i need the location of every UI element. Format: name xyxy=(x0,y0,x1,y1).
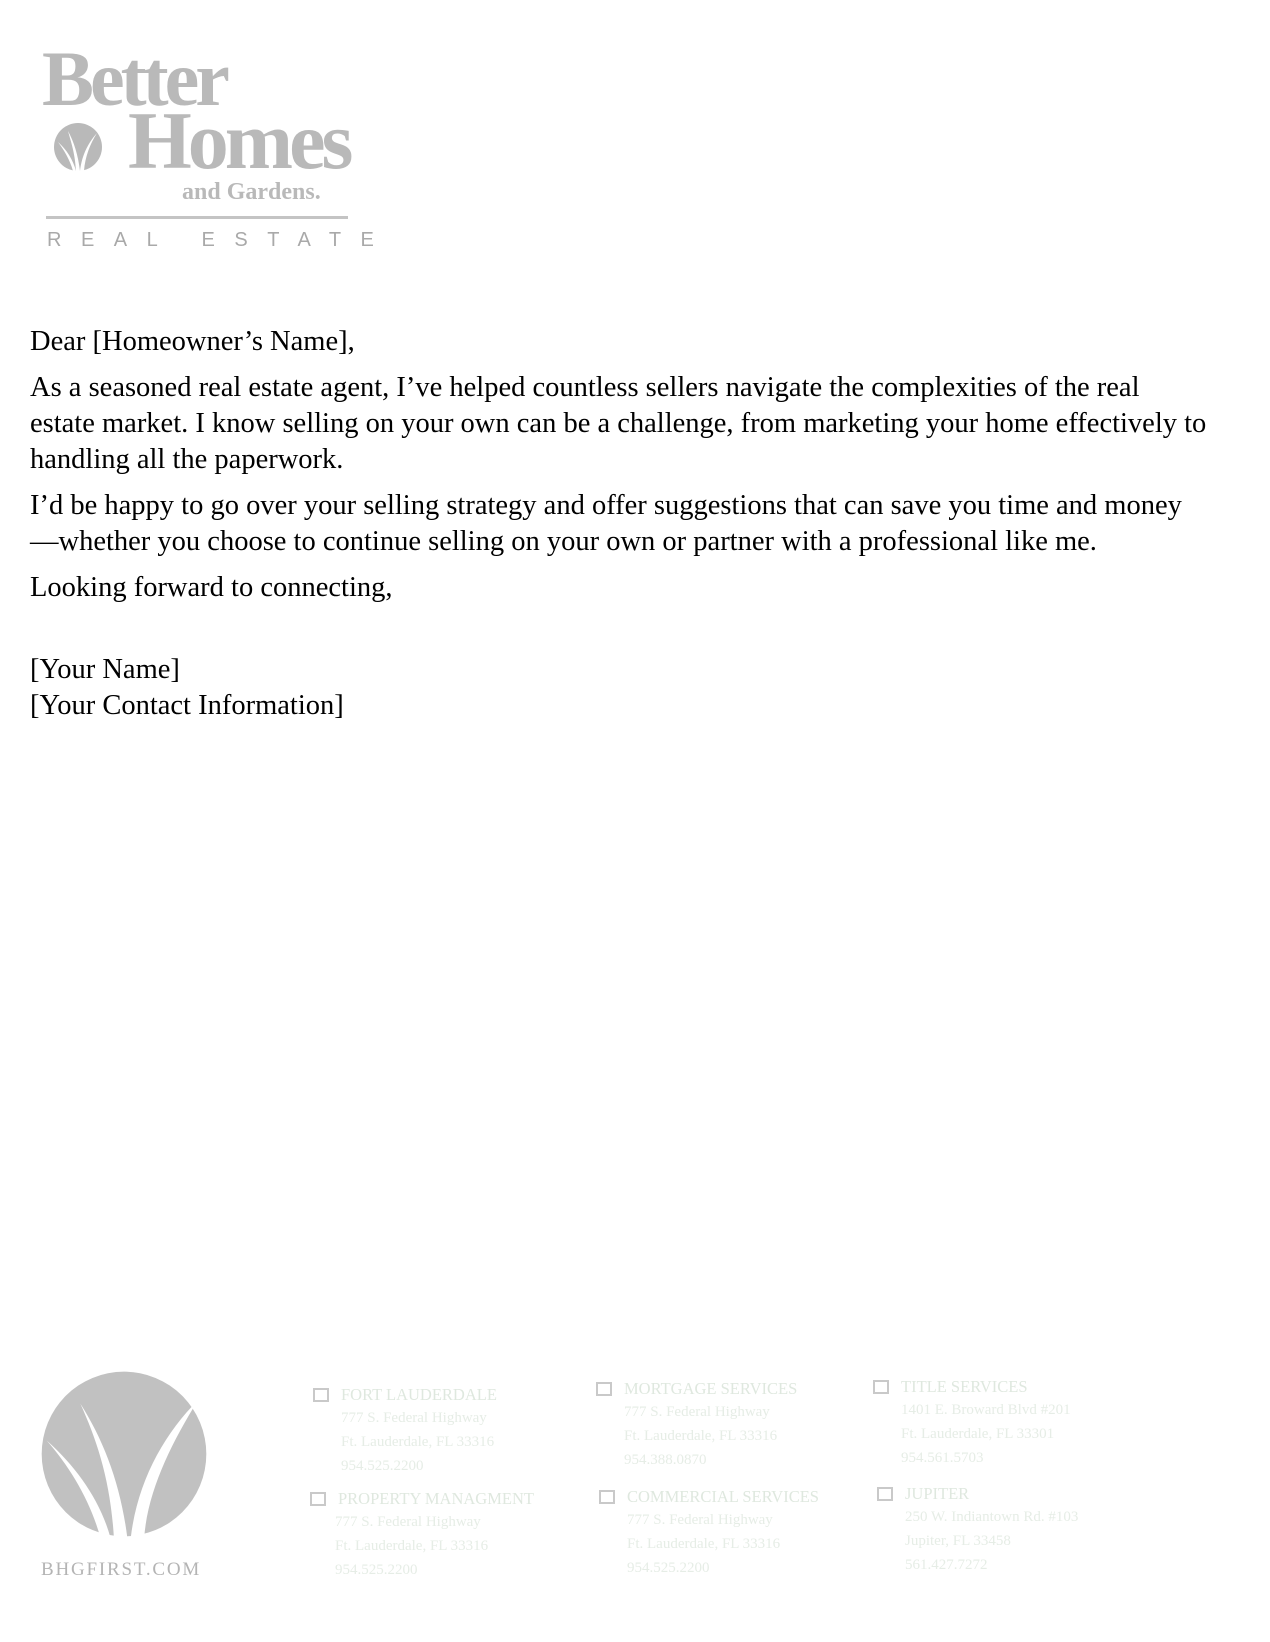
office-checkbox[interactable] xyxy=(313,1388,329,1402)
signature-contact: [Your Contact Information] xyxy=(30,690,344,721)
office-address: 777 S. Federal Highway xyxy=(335,1514,481,1530)
office-city: Ft. Lauderdale, FL 33316 xyxy=(335,1538,489,1554)
office-phone: 954.525.2200 xyxy=(335,1562,418,1578)
office-name: PROPERTY MANAGMENT xyxy=(338,1489,534,1508)
office-jupiter xyxy=(877,1484,1137,1579)
letter-salutation: Dear [Homeowner’s Name], xyxy=(30,326,355,357)
office-city: Ft. Lauderdale, FL 33316 xyxy=(341,1434,495,1450)
office-name: JUPITER xyxy=(905,1484,970,1503)
office-phone: 954.525.2200 xyxy=(627,1560,710,1576)
logo-word-homes: Homes xyxy=(128,95,350,186)
logo-word-gardens: and Gardens. xyxy=(182,179,321,205)
office-address: 250 W. Indiantown Rd. #103 xyxy=(905,1509,1079,1525)
logo-word-better: Better xyxy=(42,35,226,122)
letter-body xyxy=(30,324,1210,724)
office-checkbox[interactable] xyxy=(596,1382,612,1396)
footer-leaf-logo-icon xyxy=(40,1370,208,1538)
office-commercial-services xyxy=(599,1487,859,1582)
leaf-logo-icon xyxy=(53,122,103,172)
signature-spacer xyxy=(30,616,1210,652)
office-phone: 954.561.5703 xyxy=(901,1450,984,1466)
office-name: COMMERCIAL SERVICES xyxy=(627,1487,819,1506)
office-city: Jupiter, FL 33458 xyxy=(905,1533,1011,1549)
office-name: FORT LAUDERDALE xyxy=(341,1385,497,1404)
office-checkbox[interactable] xyxy=(877,1487,893,1501)
footer-website: BHGFIRST.COM xyxy=(41,1559,202,1580)
office-phone: 954.388.0870 xyxy=(624,1452,707,1468)
office-name: TITLE SERVICES xyxy=(901,1377,1028,1396)
office-phone: 561.427.7272 xyxy=(905,1557,988,1573)
office-title-services xyxy=(873,1377,1133,1472)
office-city: Ft. Lauderdale, FL 33316 xyxy=(624,1428,778,1444)
logo-real-estate-text: REAL ESTATE xyxy=(47,229,394,251)
office-phone: 954.525.2200 xyxy=(341,1458,424,1474)
letter-paragraph-1: As a seasoned real estate agent, I’ve helped countless sellers navigate the complexities of the real estate market. I know selling on your own can be a challenge, from marketing your home effectively to handling all the paperwork. xyxy=(30,372,1207,475)
office-mortgage-services xyxy=(596,1379,856,1474)
office-name: MORTGAGE SERVICES xyxy=(624,1379,798,1398)
office-address: 777 S. Federal Highway xyxy=(624,1404,770,1420)
office-checkbox[interactable] xyxy=(310,1492,326,1506)
office-property-management xyxy=(310,1489,570,1584)
letter-paragraph-2: I’d be happy to go over your selling strategy and offer suggestions that can save you time and money—whether you choose to continue selling on your own or partner with a professional like me. xyxy=(30,490,1182,557)
office-checkbox[interactable] xyxy=(599,1490,615,1504)
office-address: 777 S. Federal Highway xyxy=(627,1512,773,1528)
letter-closing: Looking forward to connecting, xyxy=(30,572,393,603)
office-city: Ft. Lauderdale, FL 33301 xyxy=(901,1426,1055,1442)
office-address: 777 S. Federal Highway xyxy=(341,1410,487,1426)
office-city: Ft. Lauderdale, FL 33316 xyxy=(627,1536,781,1552)
office-fort-lauderdale xyxy=(313,1385,573,1480)
signature-name: [Your Name] xyxy=(30,654,180,685)
logo-divider xyxy=(46,216,348,219)
office-address: 1401 E. Broward Blvd #201 xyxy=(901,1402,1071,1418)
office-checkbox[interactable] xyxy=(873,1380,889,1394)
brand-logo xyxy=(40,35,394,251)
